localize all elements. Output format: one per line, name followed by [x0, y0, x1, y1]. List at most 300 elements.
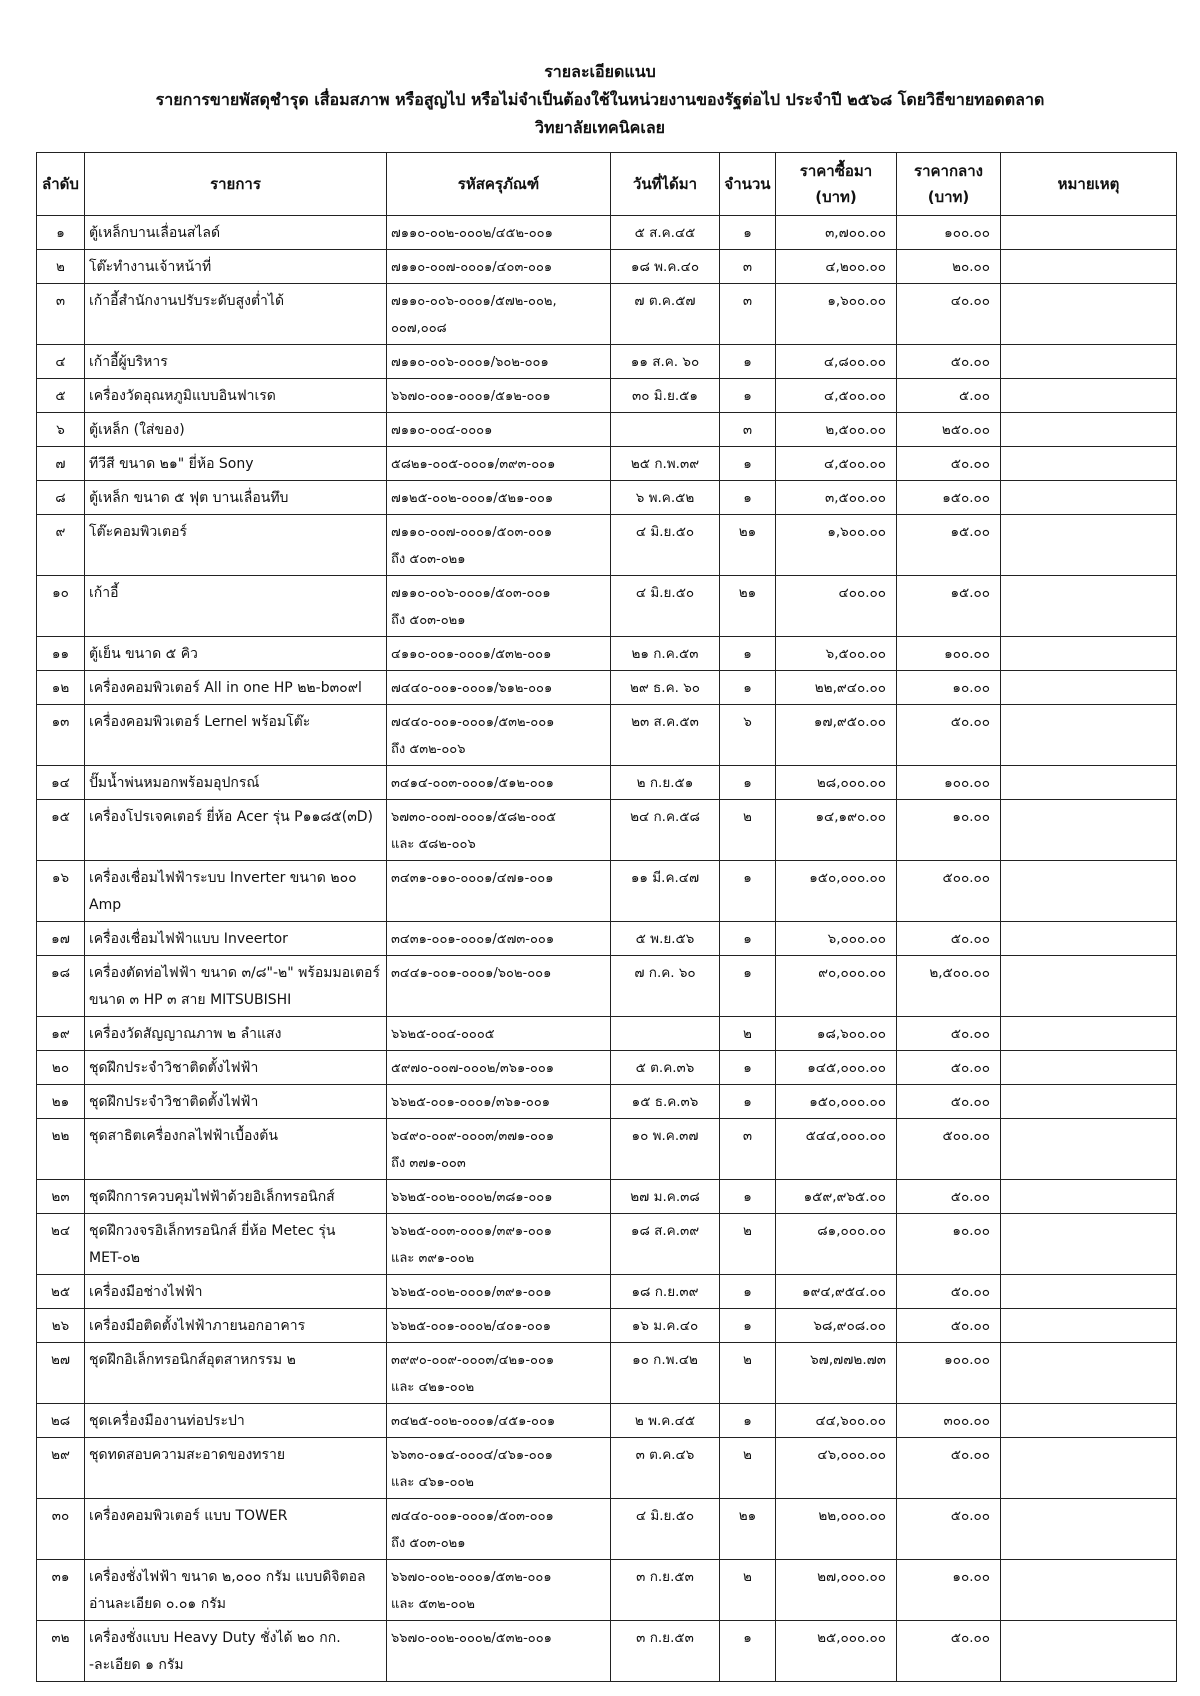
- table-row: [37, 637, 1177, 671]
- cell-code: ๗๑๑๐-๐๐๗-๐๐๐๑/๔๐๓-๐๐๑: [387, 250, 611, 284]
- cell-note: [1001, 1214, 1177, 1275]
- cell-no: ๑๑: [37, 637, 85, 671]
- cell-code: ๓๔๓๑-๐๐๑-๐๐๐๑/๕๗๓-๐๐๑: [387, 922, 611, 956]
- cell-note: [1001, 861, 1177, 922]
- cell-item: เก้าอี้สำนักงานปรับระดับสูงต่ำได้: [85, 284, 387, 345]
- cell-date: ๑๕ ธ.ค.๓๖: [611, 1085, 720, 1119]
- cell-note: [1001, 922, 1177, 956]
- cell-date: ๒๓ ส.ค.๕๓: [611, 705, 720, 766]
- table-row: [37, 1017, 1177, 1051]
- cell-qty: ๑: [720, 379, 776, 413]
- cell-note: [1001, 637, 1177, 671]
- cell-median: ๕๐.๐๐: [897, 1309, 1001, 1343]
- cell-date: [611, 1017, 720, 1051]
- cell-qty: ๑: [720, 447, 776, 481]
- cell-median: ๕๐.๐๐: [897, 1085, 1001, 1119]
- header-subtitle: รายการขายพัสดุชำรุด เสื่อมสภาพ หรือสูญไป หรือไม่จำเป็นต้องใช้ในหน่วยงานของรัฐต่อไป ประจำปี ๒๕๖๘ โดยวิธีขายทอดตลาด: [155, 90, 1045, 109]
- cell-qty: ๑: [720, 922, 776, 956]
- cell-median: ๔๐.๐๐: [897, 284, 1001, 345]
- cell-item: เครื่องโปรเจคเตอร์ ยี่ห้อ Acer รุ่น P๑๑๘๕(๓D): [85, 800, 387, 861]
- table-row: [37, 481, 1177, 515]
- cell-qty: ๒: [720, 1438, 776, 1499]
- cell-qty: ๑: [720, 1309, 776, 1343]
- cell-no: ๑๖: [37, 861, 85, 922]
- cell-code: ๓๔๑๔-๐๐๓-๐๐๐๑/๕๑๒-๐๐๑: [387, 766, 611, 800]
- table-row: [37, 1621, 1177, 1682]
- cell-median: ๑๐๐.๐๐: [897, 766, 1001, 800]
- table-row: [37, 379, 1177, 413]
- cell-note: [1001, 1275, 1177, 1309]
- cell-qty: ๒: [720, 800, 776, 861]
- cell-price: ๑,๖๐๐.๐๐: [776, 284, 897, 345]
- table-row: [37, 1275, 1177, 1309]
- cell-item: เครื่องเชื่อมไฟฟ้าแบบ Inveertor: [85, 922, 387, 956]
- cell-note: [1001, 1051, 1177, 1085]
- cell-code: ๖๖๒๕-๐๐๑-๐๐๐๑/๓๖๑-๐๐๑: [387, 1085, 611, 1119]
- cell-no: ๑: [37, 216, 85, 250]
- cell-qty: ๒: [720, 1214, 776, 1275]
- cell-note: [1001, 1180, 1177, 1214]
- cell-date: ๔ มิ.ย.๕๐: [611, 515, 720, 576]
- cell-code: ๖๖๒๕-๐๐๒-๐๐๐๑/๓๙๑-๐๐๑: [387, 1275, 611, 1309]
- cell-qty: ๒๑: [720, 576, 776, 637]
- cell-item: ตู้เหล็กบานเลื่อนสไลด์: [85, 216, 387, 250]
- cell-median: ๕๐.๐๐: [897, 1499, 1001, 1560]
- cell-note: [1001, 1560, 1177, 1621]
- cell-code: ๗๑๑๐-๐๐๗-๐๐๐๑/๕๐๓-๐๐๑ ถึง ๕๐๓-๐๒๑: [387, 515, 611, 576]
- table-row: [37, 250, 1177, 284]
- cell-qty: ๒: [720, 1343, 776, 1404]
- cell-qty: ๑: [720, 481, 776, 515]
- table-row: [37, 576, 1177, 637]
- cell-date: ๑๘ ส.ค.๓๙: [611, 1214, 720, 1275]
- cell-median: ๑๐.๐๐: [897, 671, 1001, 705]
- cell-no: ๙: [37, 515, 85, 576]
- table-row: [37, 515, 1177, 576]
- cell-qty: ๒: [720, 1017, 776, 1051]
- cell-date: ๗ ก.ค. ๖๐: [611, 956, 720, 1017]
- cell-date: ๕ พ.ย.๕๖: [611, 922, 720, 956]
- cell-no: ๒๔: [37, 1214, 85, 1275]
- table-header-row: [37, 153, 1177, 216]
- cell-no: ๒๙: [37, 1438, 85, 1499]
- cell-qty: ๑: [720, 956, 776, 1017]
- cell-date: ๒๙ ธ.ค. ๖๐: [611, 671, 720, 705]
- cell-price: ๑๔,๑๙๐.๐๐: [776, 800, 897, 861]
- table-row: [37, 922, 1177, 956]
- cell-date: ๓ ก.ย.๕๓: [611, 1621, 720, 1682]
- cell-note: [1001, 481, 1177, 515]
- cell-item: เครื่องคอมพิวเตอร์ แบบ TOWER: [85, 1499, 387, 1560]
- cell-price: ๒๘,๐๐๐.๐๐: [776, 766, 897, 800]
- cell-date: ๑๐ ก.พ.๔๒: [611, 1343, 720, 1404]
- cell-price: ๓,๕๐๐.๐๐: [776, 481, 897, 515]
- cell-item: เก้าอี้ผู้บริหาร: [85, 345, 387, 379]
- cell-date: ๒๗ ม.ค.๓๘: [611, 1180, 720, 1214]
- cell-item: เก้าอี้: [85, 576, 387, 637]
- cell-no: ๑๕: [37, 800, 85, 861]
- cell-item: เครื่องวัดสัญญาณภาพ ๒ ลำแสง: [85, 1017, 387, 1051]
- cell-date: ๕ ส.ค.๔๕: [611, 216, 720, 250]
- cell-no: ๒๒: [37, 1119, 85, 1180]
- column-header-price: ราคาซื้อมา (บาท): [776, 153, 897, 216]
- cell-no: ๑๗: [37, 922, 85, 956]
- cell-note: [1001, 1621, 1177, 1682]
- cell-price: ๙๐,๐๐๐.๐๐: [776, 956, 897, 1017]
- cell-no: ๒๗: [37, 1343, 85, 1404]
- cell-median: ๕๐.๐๐: [897, 1438, 1001, 1499]
- cell-price: ๔,๕๐๐.๐๐: [776, 447, 897, 481]
- document-header: [0, 58, 1200, 142]
- cell-price: ๓,๗๐๐.๐๐: [776, 216, 897, 250]
- cell-code: ๖๖๒๕-๐๐๔-๐๐๐๕: [387, 1017, 611, 1051]
- cell-code: ๗๔๔๐-๐๐๑-๐๐๐๑/๕๓๒-๐๐๑ ถึง ๕๓๒-๐๐๖: [387, 705, 611, 766]
- column-header-item: รายการ: [85, 153, 387, 216]
- cell-qty: ๒๑: [720, 1499, 776, 1560]
- cell-note: [1001, 1499, 1177, 1560]
- cell-note: [1001, 1404, 1177, 1438]
- cell-code: ๖๖๗๐-๐๐๒-๐๐๐๑/๕๓๒-๐๐๑ และ ๕๓๒-๐๐๒: [387, 1560, 611, 1621]
- cell-item: ชุดฝึกวงจรอิเล็กทรอนิกส์ ยี่ห้อ Metec รุ่น MET-๐๒: [85, 1214, 387, 1275]
- cell-qty: ๑: [720, 1085, 776, 1119]
- cell-qty: ๖: [720, 705, 776, 766]
- table-row: [37, 216, 1177, 250]
- cell-no: ๖: [37, 413, 85, 447]
- cell-code: ๖๖๒๕-๐๐๑-๐๐๐๒/๔๐๑-๐๐๑: [387, 1309, 611, 1343]
- cell-note: [1001, 413, 1177, 447]
- cell-note: [1001, 379, 1177, 413]
- table-row: [37, 1560, 1177, 1621]
- cell-price: ๑๘,๖๐๐.๐๐: [776, 1017, 897, 1051]
- cell-median: ๕๐๐.๐๐: [897, 861, 1001, 922]
- table-row: [37, 1180, 1177, 1214]
- cell-qty: ๑: [720, 1275, 776, 1309]
- cell-median: ๕.๐๐: [897, 379, 1001, 413]
- cell-code: ๗๑๑๐-๐๐๖-๐๐๐๑/๖๐๒-๐๐๑: [387, 345, 611, 379]
- cell-no: ๓๑: [37, 1560, 85, 1621]
- cell-no: ๗: [37, 447, 85, 481]
- cell-no: ๒: [37, 250, 85, 284]
- cell-no: ๑๔: [37, 766, 85, 800]
- cell-price: ๔,๕๐๐.๐๐: [776, 379, 897, 413]
- cell-item: เครื่องคอมพิวเตอร์ Lernel พร้อมโต๊ะ: [85, 705, 387, 766]
- cell-item: ตู้เย็น ขนาด ๕ คิว: [85, 637, 387, 671]
- table-row: [37, 1085, 1177, 1119]
- cell-median: ๒,๕๐๐.๐๐: [897, 956, 1001, 1017]
- column-header-note: หมายเหตุ: [1001, 153, 1177, 216]
- cell-price: ๖๗,๗๗๒.๗๓: [776, 1343, 897, 1404]
- cell-price: ๑๗,๙๕๐.๐๐: [776, 705, 897, 766]
- cell-code: ๖๖๗๐-๐๐๑-๐๐๐๑/๕๑๒-๐๐๑: [387, 379, 611, 413]
- cell-median: ๑๐.๐๐: [897, 1214, 1001, 1275]
- cell-price: ๑๙๔,๙๕๔.๐๐: [776, 1275, 897, 1309]
- table-row: [37, 413, 1177, 447]
- cell-no: ๒๐: [37, 1051, 85, 1085]
- cell-date: ๓๐ มิ.ย.๕๑: [611, 379, 720, 413]
- cell-item: ชุดสาธิตเครื่องกลไฟฟ้าเบื้องต้น: [85, 1119, 387, 1180]
- column-header-no: ลำดับ: [37, 153, 85, 216]
- cell-code: ๓๔๔๑-๐๐๑-๐๐๐๑/๖๐๒-๐๐๑: [387, 956, 611, 1017]
- cell-price: ๔๖,๐๐๐.๐๐: [776, 1438, 897, 1499]
- cell-price: ๕๔๔,๐๐๐.๐๐: [776, 1119, 897, 1180]
- cell-no: ๑๒: [37, 671, 85, 705]
- cell-note: [1001, 671, 1177, 705]
- cell-price: ๒๒,๙๔๐.๐๐: [776, 671, 897, 705]
- cell-date: ๒ พ.ค.๔๕: [611, 1404, 720, 1438]
- cell-code: ๓๔๒๕-๐๐๒-๐๐๐๑/๔๕๑-๐๐๑: [387, 1404, 611, 1438]
- cell-median: ๑๐๐.๐๐: [897, 637, 1001, 671]
- table-row: [37, 671, 1177, 705]
- cell-code: ๗๔๔๐-๐๐๑-๐๐๐๑/๖๑๒-๐๐๑: [387, 671, 611, 705]
- cell-price: ๑๕๙,๙๖๕.๐๐: [776, 1180, 897, 1214]
- cell-code: ๖๔๙๐-๐๐๙-๐๐๐๓/๓๗๑-๐๐๑ ถึง ๓๗๑-๐๐๓: [387, 1119, 611, 1180]
- table-row: [37, 956, 1177, 1017]
- cell-price: ๑๕๐,๐๐๐.๐๐: [776, 861, 897, 922]
- table-row: [37, 447, 1177, 481]
- cell-date: ๑๑ มี.ค.๔๗: [611, 861, 720, 922]
- cell-qty: ๓: [720, 284, 776, 345]
- cell-qty: ๑: [720, 345, 776, 379]
- table-row: [37, 1438, 1177, 1499]
- cell-item: ชุดฝึกประจำวิชาติดตั้งไฟฟ้า: [85, 1051, 387, 1085]
- cell-no: ๒๖: [37, 1309, 85, 1343]
- cell-note: [1001, 515, 1177, 576]
- table-row: [37, 705, 1177, 766]
- cell-note: [1001, 1438, 1177, 1499]
- cell-note: [1001, 1119, 1177, 1180]
- cell-price: ๑๕๐,๐๐๐.๐๐: [776, 1085, 897, 1119]
- cell-no: ๒๓: [37, 1180, 85, 1214]
- cell-no: ๓๐: [37, 1499, 85, 1560]
- cell-qty: ๑: [720, 766, 776, 800]
- cell-median: ๑๕.๐๐: [897, 576, 1001, 637]
- table-row: [37, 800, 1177, 861]
- cell-median: ๕๐.๐๐: [897, 922, 1001, 956]
- cell-code: ๕๙๗๐-๐๐๗-๐๐๐๒/๓๖๑-๐๐๑: [387, 1051, 611, 1085]
- table-row: [37, 284, 1177, 345]
- table-row: [37, 1119, 1177, 1180]
- cell-median: ๕๐.๐๐: [897, 447, 1001, 481]
- cell-item: เครื่องวัดอุณหภูมิแบบอินฟาเรด: [85, 379, 387, 413]
- cell-item: เครื่องตัดท่อไฟฟ้า ขนาด ๓/๘"-๒" พร้อมมอเตอร์ ขนาด ๓ HP ๓ สาย MITSUBISHI: [85, 956, 387, 1017]
- cell-item: ชุดฝึกการควบคุมไฟฟ้าด้วยอิเล็กทรอนิกส์: [85, 1180, 387, 1214]
- cell-no: ๕: [37, 379, 85, 413]
- cell-median: ๑๐๐.๐๐: [897, 216, 1001, 250]
- cell-note: [1001, 576, 1177, 637]
- cell-no: ๑๐: [37, 576, 85, 637]
- cell-median: ๑๐.๐๐: [897, 800, 1001, 861]
- header-title: รายละเอียดแนบ: [544, 62, 656, 81]
- cell-median: ๓๐๐.๐๐: [897, 1404, 1001, 1438]
- cell-median: ๕๐.๐๐: [897, 1051, 1001, 1085]
- cell-no: ๘: [37, 481, 85, 515]
- cell-item: เครื่องเชื่อมไฟฟ้าระบบ Inverter ขนาด ๒๐๐ Amp: [85, 861, 387, 922]
- cell-no: ๑๘: [37, 956, 85, 1017]
- cell-qty: ๑: [720, 861, 776, 922]
- cell-qty: ๓: [720, 413, 776, 447]
- cell-median: ๕๐.๐๐: [897, 1017, 1001, 1051]
- cell-median: ๕๐.๐๐: [897, 1275, 1001, 1309]
- cell-date: ๕ ต.ค.๓๖: [611, 1051, 720, 1085]
- cell-item: ตู้เหล็ก ขนาด ๕ ฟุต บานเลื่อนทึบ: [85, 481, 387, 515]
- cell-qty: ๑: [720, 1404, 776, 1438]
- cell-date: ๑๐ พ.ค.๓๗: [611, 1119, 720, 1180]
- table-row: [37, 1343, 1177, 1404]
- cell-item: ปั๊มน้ำพ่นหมอกพร้อมอุปกรณ์: [85, 766, 387, 800]
- cell-item: ชุดทดสอบความสะอาดของทราย: [85, 1438, 387, 1499]
- cell-no: ๓๒: [37, 1621, 85, 1682]
- cell-price: ๖๘,๙๐๘.๐๐: [776, 1309, 897, 1343]
- cell-date: [611, 413, 720, 447]
- cell-note: [1001, 1017, 1177, 1051]
- cell-code: ๖๖๓๐-๐๑๔-๐๐๐๔/๔๖๑-๐๐๑ และ ๔๖๑-๐๐๒: [387, 1438, 611, 1499]
- cell-price: ๔๐๐.๐๐: [776, 576, 897, 637]
- cell-price: ๒๕,๐๐๐.๐๐: [776, 1621, 897, 1682]
- table-row: [37, 345, 1177, 379]
- cell-note: [1001, 216, 1177, 250]
- cell-date: ๔ มิ.ย.๕๐: [611, 576, 720, 637]
- cell-item: ชุดเครื่องมืองานท่อประปา: [85, 1404, 387, 1438]
- cell-date: ๒๔ ก.ค.๕๘: [611, 800, 720, 861]
- cell-price: ๔๔,๖๐๐.๐๐: [776, 1404, 897, 1438]
- cell-price: ๑,๖๐๐.๐๐: [776, 515, 897, 576]
- table-row: [37, 1309, 1177, 1343]
- cell-no: ๔: [37, 345, 85, 379]
- cell-note: [1001, 1309, 1177, 1343]
- cell-date: ๖ พ.ค.๕๒: [611, 481, 720, 515]
- cell-median: ๕๐.๐๐: [897, 705, 1001, 766]
- cell-median: ๑๕๐.๐๐: [897, 481, 1001, 515]
- table-row: [37, 766, 1177, 800]
- cell-note: [1001, 956, 1177, 1017]
- cell-date: ๓ ก.ย.๕๓: [611, 1560, 720, 1621]
- cell-note: [1001, 284, 1177, 345]
- cell-qty: ๑: [720, 216, 776, 250]
- cell-qty: ๑: [720, 1621, 776, 1682]
- cell-item: โต๊ะคอมพิวเตอร์: [85, 515, 387, 576]
- cell-note: [1001, 1085, 1177, 1119]
- cell-price: ๒,๕๐๐.๐๐: [776, 413, 897, 447]
- cell-date: ๗ ต.ค.๕๗: [611, 284, 720, 345]
- cell-note: [1001, 250, 1177, 284]
- cell-item: ทีวีสี ขนาด ๒๑" ยี่ห้อ Sony: [85, 447, 387, 481]
- cell-median: ๑๐.๐๐: [897, 1560, 1001, 1621]
- cell-date: ๑๖ ม.ค.๔๐: [611, 1309, 720, 1343]
- cell-median: ๕๐.๐๐: [897, 1180, 1001, 1214]
- cell-item: เครื่องมือช่างไฟฟ้า: [85, 1275, 387, 1309]
- cell-note: [1001, 705, 1177, 766]
- cell-no: ๑๓: [37, 705, 85, 766]
- cell-no: ๒๕: [37, 1275, 85, 1309]
- cell-median: ๕๐.๐๐: [897, 1621, 1001, 1682]
- cell-code: ๗๑๑๐-๐๐๖-๐๐๐๑/๕๐๓-๐๐๑ ถึง ๕๐๓-๐๒๑: [387, 576, 611, 637]
- cell-code: ๗๑๑๐-๐๐๔-๐๐๐๑: [387, 413, 611, 447]
- column-header-code: รหัสครุภัณฑ์: [387, 153, 611, 216]
- cell-median: ๒๕๐.๐๐: [897, 413, 1001, 447]
- asset-sale-table: [36, 152, 1177, 1682]
- cell-qty: ๑: [720, 671, 776, 705]
- cell-code: ๖๗๓๐-๐๐๗-๐๐๐๑/๕๘๒-๐๐๕ และ ๕๘๒-๐๐๖: [387, 800, 611, 861]
- cell-code: ๖๖๒๕-๐๐๒-๐๐๐๒/๓๘๑-๐๐๑: [387, 1180, 611, 1214]
- cell-price: ๒๗,๐๐๐.๐๐: [776, 1560, 897, 1621]
- cell-no: ๒๘: [37, 1404, 85, 1438]
- cell-qty: ๑: [720, 637, 776, 671]
- cell-code: ๗๑๒๕-๐๐๒-๐๐๐๑/๕๒๑-๐๐๑: [387, 481, 611, 515]
- cell-price: ๔,๒๐๐.๐๐: [776, 250, 897, 284]
- column-header-median: ราคากลาง (บาท): [897, 153, 1001, 216]
- cell-qty: ๒๑: [720, 515, 776, 576]
- cell-item: เครื่องชั่งแบบ Heavy Duty ชั่งได้ ๒๐ กก. -ละเอียด ๑ กรัม: [85, 1621, 387, 1682]
- cell-note: [1001, 447, 1177, 481]
- cell-median: ๑๕.๐๐: [897, 515, 1001, 576]
- cell-qty: ๓: [720, 250, 776, 284]
- cell-median: ๒๐.๐๐: [897, 250, 1001, 284]
- cell-date: ๒ ก.ย.๕๑: [611, 766, 720, 800]
- cell-no: ๒๑: [37, 1085, 85, 1119]
- column-header-date: วันที่ได้มา: [611, 153, 720, 216]
- cell-item: เครื่องคอมพิวเตอร์ All in one HP ๒๒-b๓๐๙l: [85, 671, 387, 705]
- cell-code: ๗๑๑๐-๐๐๒-๐๐๐๒/๔๕๒-๐๐๑: [387, 216, 611, 250]
- cell-date: ๑๘ พ.ค.๔๐: [611, 250, 720, 284]
- cell-median: ๕๐.๐๐: [897, 345, 1001, 379]
- cell-date: ๑๑ ส.ค. ๖๐: [611, 345, 720, 379]
- cell-item: เครื่องชั่งไฟฟ้า ขนาด ๒,๐๐๐ กรัม แบบดิจิตอล อ่านละเอียด ๐.๐๑ กรัม: [85, 1560, 387, 1621]
- cell-code: ๓๔๓๑-๐๑๐-๐๐๐๑/๔๗๑-๐๐๑: [387, 861, 611, 922]
- cell-no: ๑๙: [37, 1017, 85, 1051]
- cell-date: ๔ มิ.ย.๕๐: [611, 1499, 720, 1560]
- cell-item: ชุดฝึกประจำวิชาติดตั้งไฟฟ้า: [85, 1085, 387, 1119]
- table-row: [37, 1404, 1177, 1438]
- cell-date: ๑๘ ก.ย.๓๙: [611, 1275, 720, 1309]
- cell-price: ๑๔๕,๐๐๐.๐๐: [776, 1051, 897, 1085]
- cell-qty: ๑: [720, 1180, 776, 1214]
- cell-note: [1001, 800, 1177, 861]
- cell-code: ๗๑๑๐-๐๐๖-๐๐๐๑/๕๗๒-๐๐๒, ๐๐๗,๐๐๘: [387, 284, 611, 345]
- cell-date: ๒๕ ก.พ.๓๙: [611, 447, 720, 481]
- cell-qty: ๑: [720, 1051, 776, 1085]
- cell-item: โต๊ะทำงานเจ้าหน้าที่: [85, 250, 387, 284]
- header-organization: วิทยาลัยเทคนิคเลย: [534, 118, 666, 137]
- cell-qty: ๒: [720, 1560, 776, 1621]
- cell-price: ๔,๘๐๐.๐๐: [776, 345, 897, 379]
- cell-median: ๕๐๐.๐๐: [897, 1119, 1001, 1180]
- cell-note: [1001, 1343, 1177, 1404]
- cell-code: ๕๘๒๑-๐๐๕-๐๐๐๑/๓๙๓-๐๐๑: [387, 447, 611, 481]
- cell-price: ๘๑,๐๐๐.๐๐: [776, 1214, 897, 1275]
- cell-qty: ๓: [720, 1119, 776, 1180]
- table-row: [37, 1051, 1177, 1085]
- cell-date: ๒๑ ก.ค.๕๓: [611, 637, 720, 671]
- cell-code: ๖๖๗๐-๐๐๒-๐๐๐๒/๕๓๒-๐๐๑: [387, 1621, 611, 1682]
- cell-code: ๓๙๙๐-๐๐๙-๐๐๐๓/๔๒๑-๐๐๑ และ ๔๒๑-๐๐๒: [387, 1343, 611, 1404]
- cell-price: ๖,๐๐๐.๐๐: [776, 922, 897, 956]
- cell-item: ตู้เหล็ก (ใส่ของ): [85, 413, 387, 447]
- cell-code: ๗๔๔๐-๐๐๑-๐๐๐๑/๕๐๓-๐๐๑ ถึง ๕๐๓-๐๒๑: [387, 1499, 611, 1560]
- cell-note: [1001, 345, 1177, 379]
- cell-item: เครื่องมือติดตั้งไฟฟ้าภายนอกอาคาร: [85, 1309, 387, 1343]
- column-header-qty: จำนวน: [720, 153, 776, 216]
- cell-no: ๓: [37, 284, 85, 345]
- cell-code: ๔๑๑๐-๐๐๑-๐๐๐๑/๕๓๒-๐๐๑: [387, 637, 611, 671]
- cell-note: [1001, 766, 1177, 800]
- cell-item: ชุดฝึกอิเล็กทรอนิกส์อุตสาหกรรม ๒: [85, 1343, 387, 1404]
- table-row: [37, 1499, 1177, 1560]
- cell-price: ๖,๕๐๐.๐๐: [776, 637, 897, 671]
- cell-median: ๑๐๐.๐๐: [897, 1343, 1001, 1404]
- table-row: [37, 861, 1177, 922]
- cell-code: ๖๖๒๕-๐๐๓-๐๐๐๑/๓๙๑-๐๐๑ และ ๓๙๑-๐๐๒: [387, 1214, 611, 1275]
- table-body: [37, 216, 1177, 1682]
